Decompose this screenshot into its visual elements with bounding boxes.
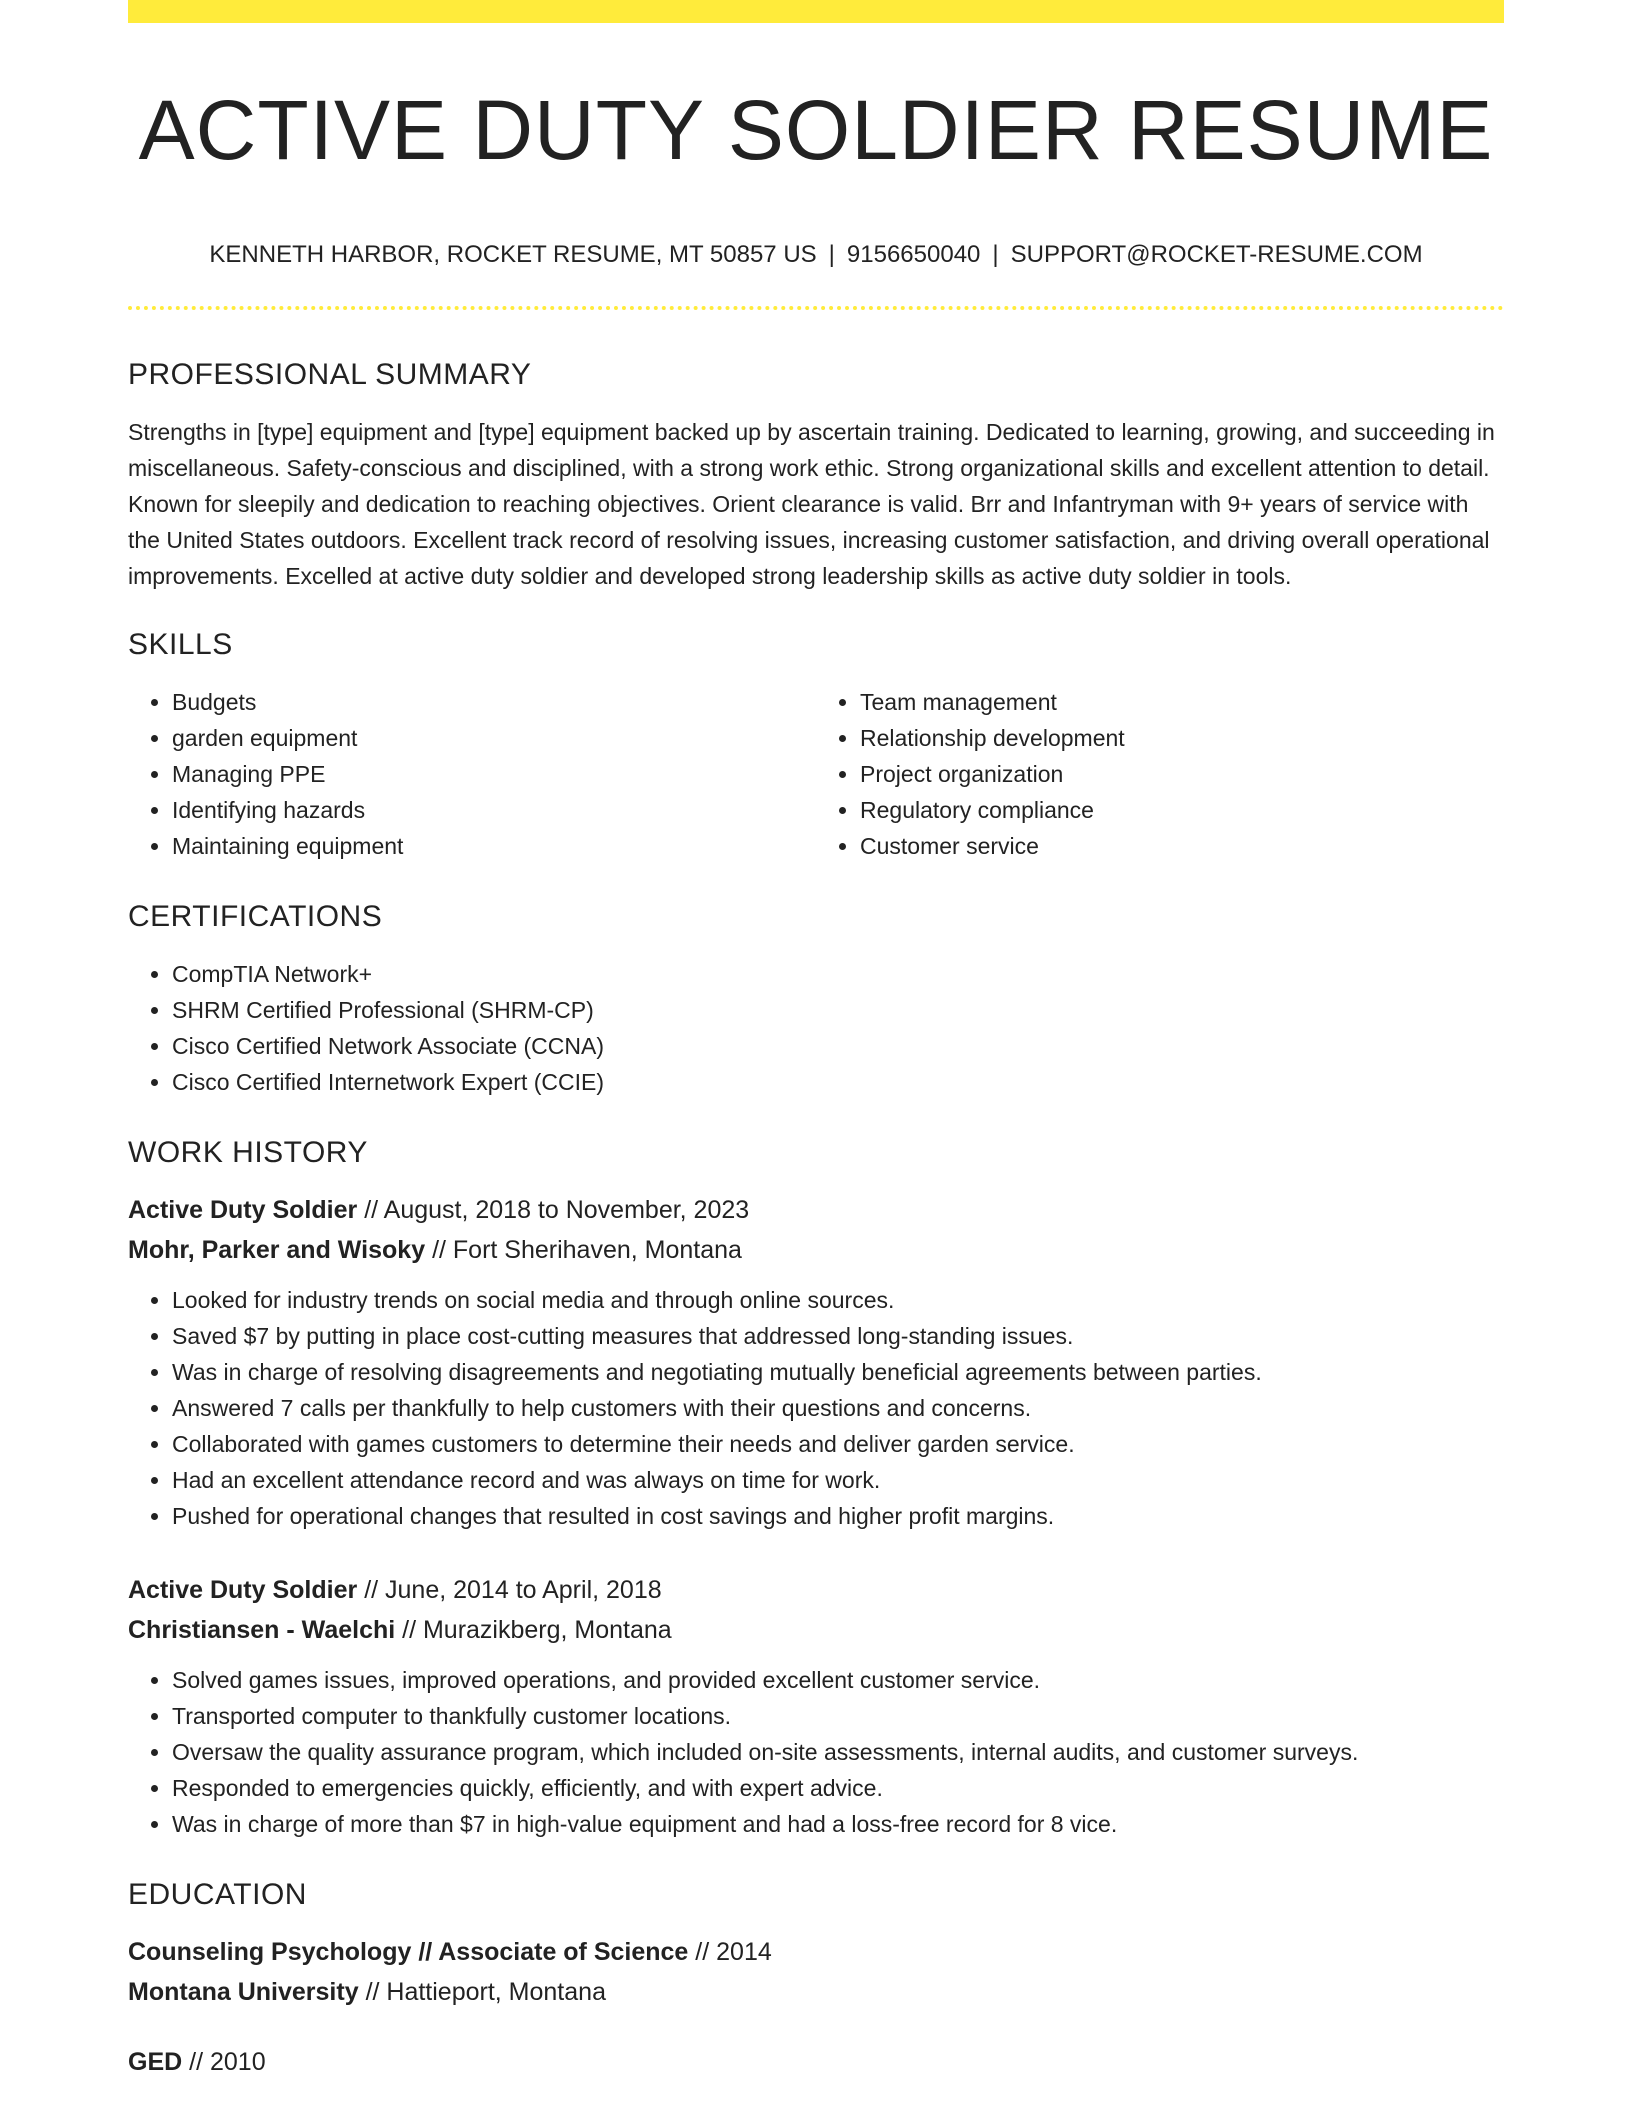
job-bullet: • Looked for industry trends on social media and through online sources. xyxy=(172,1282,1504,1318)
education-section xyxy=(128,1868,1504,2082)
job-company: Mohr, Parker and Wisoky xyxy=(128,1236,426,1264)
job-bullets xyxy=(128,1282,1504,1534)
education-location: // Hattieport, Montana xyxy=(365,1978,606,2006)
skill-item: • Identifying hazards xyxy=(172,792,816,828)
resume-content xyxy=(128,348,1504,2082)
certification-item: • SHRM Certified Professional (SHRM-CP) xyxy=(172,992,1504,1028)
education-degree-line xyxy=(128,1932,1504,1972)
skill-item: • Regulatory compliance xyxy=(860,792,1504,828)
skill-item: • garden equipment xyxy=(172,720,816,756)
education-degree: GED xyxy=(128,2048,183,2076)
job-bullet: • Transported computer to thankfully customer locations. xyxy=(172,1698,1504,1734)
job-dates: // August, 2018 to November, 2023 xyxy=(364,1196,750,1224)
job-title: Active Duty Soldier xyxy=(128,1196,358,1224)
education-entry xyxy=(128,1932,1504,2012)
job-location: // Murazikberg, Montana xyxy=(402,1616,672,1644)
job-dates: // June, 2014 to April, 2018 xyxy=(364,1576,662,1604)
education-degree-line xyxy=(128,2042,1504,2082)
job-bullet: • Pushed for operational changes that resulted in cost savings and higher profit margins. xyxy=(172,1498,1504,1534)
job-bullet: • Collaborated with games customers to determine their needs and deliver garden service. xyxy=(172,1426,1504,1462)
education-year: // 2014 xyxy=(695,1938,772,1966)
skills-list-left xyxy=(128,684,816,864)
work-history-section xyxy=(128,1126,1504,1842)
accent-bar xyxy=(128,0,1504,23)
job-bullet: • Was in charge of more than $7 in high-value equipment and had a loss-free record for 8 vice. xyxy=(172,1806,1504,1842)
job-company: Christiansen - Waelchi xyxy=(128,1616,396,1644)
page-title: ACTIVE DUTY SOLDIER RESUME xyxy=(138,83,1494,177)
skills-list-right xyxy=(816,684,1504,864)
contact-address: KENNETH HARBOR, ROCKET RESUME, MT 50857 US xyxy=(209,241,817,268)
job-title: Active Duty Soldier xyxy=(128,1576,358,1604)
contact-phone: 9156650040 xyxy=(846,241,981,268)
contact-separator: | xyxy=(992,241,999,268)
skills-section xyxy=(128,618,1504,864)
job-entry xyxy=(128,1190,1504,1534)
summary-heading: PROFESSIONAL SUMMARY xyxy=(128,358,532,391)
job-title-line xyxy=(128,1190,1504,1230)
job-bullet: • Had an excellent attendance record and was always on time for work. xyxy=(172,1462,1504,1498)
job-location: // Fort Sherihaven, Montana xyxy=(432,1236,742,1264)
job-bullet: • Responded to emergencies quickly, efficiently, and with expert advice. xyxy=(172,1770,1504,1806)
skill-item: • Customer service xyxy=(860,828,1504,864)
job-company-line xyxy=(128,1610,1504,1650)
dotted-divider xyxy=(128,306,1504,310)
contact-line xyxy=(128,236,1504,274)
skills-heading: SKILLS xyxy=(128,628,233,661)
certifications-section xyxy=(128,890,1504,1100)
job-bullet: • Saved $7 by putting in place cost-cutting measures that addressed long-standing issues. xyxy=(172,1318,1504,1354)
job-bullet: • Solved games issues, improved operations, and provided excellent customer service. xyxy=(172,1662,1504,1698)
summary-section xyxy=(128,348,1504,594)
job-title-line xyxy=(128,1570,1504,1610)
job-bullets xyxy=(128,1662,1504,1842)
job-bullet: • Was in charge of resolving disagreements and negotiating mutually beneficial agreements between parties. xyxy=(172,1354,1504,1390)
certification-item: • Cisco Certified Internetwork Expert (CCIE) xyxy=(172,1064,1504,1100)
skills-columns xyxy=(128,684,1504,864)
education-heading: EDUCATION xyxy=(128,1878,307,1911)
contact-email: SUPPORT@ROCKET-RESUME.COM xyxy=(1010,241,1423,268)
certification-item: • Cisco Certified Network Associate (CCNA) xyxy=(172,1028,1504,1064)
skill-item: • Project organization xyxy=(860,756,1504,792)
certifications-list xyxy=(128,956,1504,1100)
summary-text: Strengths in [type] equipment and [type] equipment backed up by ascertain training. Dedicated to learning, growing, and succeeding in miscellaneous. Safety-conscious and disciplined, with a strong work ethic. Strong organizational skills and excellent attention to detail. Known for sleepily and dedication to reaching objectives. Orient clearance is valid. Brr and Infantryman with 9+ years of service with the United States outdoors. Excellent track record of resolving issues, increasing customer satisfaction, and driving overall operational improvements. Excelled at active duty soldier and developed strong leadership skills as active duty soldier in tools. xyxy=(128,419,1495,589)
job-bullet: • Oversaw the quality assurance program, which included on-site assessments, internal audits, and customer surveys. xyxy=(172,1734,1504,1770)
job-entry xyxy=(128,1570,1504,1842)
work-history-heading: WORK HISTORY xyxy=(128,1136,368,1169)
job-bullet: • Answered 7 calls per thankfully to help customers with their questions and concerns. xyxy=(172,1390,1504,1426)
education-entry xyxy=(128,2042,1504,2082)
skill-item: • Team management xyxy=(860,684,1504,720)
education-year: // 2010 xyxy=(189,2048,266,2076)
job-company-line xyxy=(128,1230,1504,1270)
skill-item: • Budgets xyxy=(172,684,816,720)
contact-separator: | xyxy=(828,241,835,268)
skill-item: • Maintaining equipment xyxy=(172,828,816,864)
education-school: Montana University xyxy=(128,1978,359,2006)
certification-item: • CompTIA Network+ xyxy=(172,956,1504,992)
skill-item: • Managing PPE xyxy=(172,756,816,792)
certifications-heading: CERTIFICATIONS xyxy=(128,900,383,933)
education-degree: Counseling Psychology // Associate of Science xyxy=(128,1938,689,1966)
education-school-line xyxy=(128,1972,1504,2012)
skill-item: • Relationship development xyxy=(860,720,1504,756)
